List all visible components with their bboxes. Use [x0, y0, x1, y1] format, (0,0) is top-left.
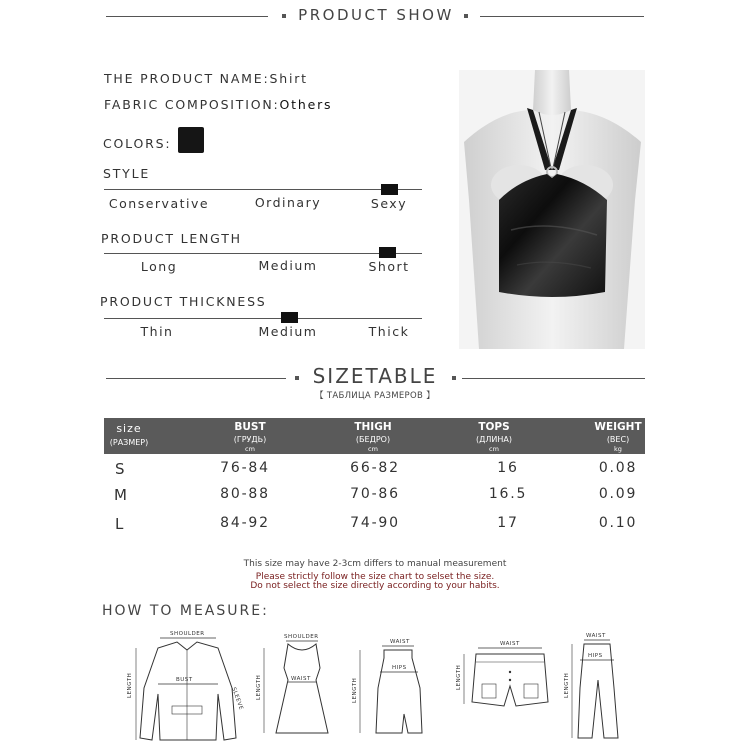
col-weight-unit: kg	[614, 445, 622, 453]
shorts-length-label: LENGTH	[456, 664, 462, 690]
page-title: PRODUCT SHOW	[298, 6, 454, 24]
mannequin-with-halter-top-illustration	[459, 70, 645, 349]
pants-waist-label: WAIST	[586, 633, 606, 639]
size-note: This size may have 2-3cm differs to manual measurement	[243, 559, 507, 569]
product-name-row	[104, 71, 308, 86]
col-tops-header: TOPS	[478, 421, 510, 433]
row-l-size: L	[115, 515, 124, 533]
measure-shorts-figure	[456, 628, 556, 750]
thickness-title: PRODUCT THICKNESS	[100, 294, 267, 309]
col-weight-sub: (ВЕС)	[606, 435, 630, 444]
measure-dress-figure	[258, 628, 338, 750]
header-dot-right	[464, 14, 468, 18]
length-title: PRODUCT LENGTH	[101, 231, 242, 246]
length-scale-line	[104, 253, 422, 254]
product-name-value: Shirt	[269, 71, 308, 86]
dress-length-label: LENGTH	[256, 674, 262, 700]
row-l-weight: 0.10	[598, 515, 638, 531]
row-s-size: S	[115, 460, 125, 478]
size-warning-2: Do not select the size directly according to your habits.	[250, 581, 500, 591]
row-m-thigh: 70-86	[350, 486, 400, 502]
how-to-measure-title: HOW TO MEASURE:	[102, 603, 269, 619]
shorts-waist-label: WAIST	[500, 641, 520, 647]
col-thigh-unit: cm	[368, 445, 378, 453]
length-option-short: Short	[368, 259, 410, 274]
skirt-length-label: LENGTH	[352, 677, 358, 703]
dress-shoulder-label: SHOULDER	[284, 634, 319, 640]
sizetable-dot-left	[295, 376, 299, 380]
jacket-outline-icon	[127, 628, 244, 746]
row-s-bust: 76-84	[220, 460, 270, 476]
thickness-option-thick: Thick	[368, 324, 410, 339]
row-m-tops: 16.5	[488, 486, 528, 502]
row-l-tops: 17	[497, 515, 519, 531]
thickness-option-thin: Thin	[140, 324, 174, 339]
thickness-option-medium: Medium	[258, 324, 318, 339]
col-weight-header: WEIGHT	[594, 421, 642, 433]
col-bust-header: BUST	[234, 421, 266, 433]
sleeve-label: SLEEVE	[230, 686, 244, 712]
sizetable-line-right	[462, 378, 645, 379]
row-l-bust: 84-92	[220, 515, 270, 531]
length-option-medium: Medium	[258, 258, 318, 273]
sizetable-line-left	[106, 378, 286, 379]
bust-label: BUST	[176, 677, 193, 683]
skirt-outline-icon	[350, 628, 430, 746]
dress-outline-icon	[258, 628, 338, 746]
style-title: STYLE	[103, 166, 151, 181]
pants-hips-label: HIPS	[588, 653, 603, 659]
col-tops-sub: (ДЛИНА)	[476, 435, 512, 444]
style-option-sexy: Sexy	[370, 196, 408, 211]
length-option-long: Long	[140, 259, 178, 274]
shorts-outline-icon	[456, 628, 556, 746]
colors-label: COLORS:	[103, 136, 172, 151]
row-s-tops: 16	[497, 460, 519, 476]
color-swatch-black[interactable]	[178, 127, 204, 153]
row-s-thigh: 66-82	[350, 460, 400, 476]
size-warning-1: Please strictly follow the size chart to selset the size.	[255, 572, 495, 582]
sizetable-subtitle: 【 ТАБЛИЦА РАЗМЕРОВ 】	[315, 391, 435, 401]
fabric-label: FABRIC COMPOSITION:	[104, 97, 280, 112]
pants-outline-icon	[566, 628, 636, 746]
header-line-left	[106, 16, 268, 17]
style-scale-line	[104, 189, 422, 190]
fabric-row	[104, 97, 332, 112]
col-thigh-sub: (БЕДРО)	[355, 435, 391, 444]
style-option-conservative: Conservative	[108, 196, 210, 211]
measure-skirt-figure	[350, 628, 430, 750]
header-dot-left	[282, 14, 286, 18]
col-thigh-header: THIGH	[354, 421, 392, 433]
shoulder-label: SHOULDER	[170, 631, 205, 637]
row-l-thigh: 74-90	[350, 515, 400, 531]
row-m-weight: 0.09	[598, 486, 638, 502]
product-photo[interactable]	[459, 70, 645, 349]
measure-pants-figure	[566, 628, 636, 750]
style-option-ordinary: Ordinary	[254, 195, 322, 210]
sizetable-dot-right	[452, 376, 456, 380]
length-marker	[379, 247, 396, 258]
thickness-scale-line	[104, 318, 422, 319]
row-s-weight: 0.08	[598, 460, 638, 476]
product-name-label: THE PRODUCT NAME:	[104, 71, 270, 86]
col-bust-sub: (ГРУДЬ)	[233, 435, 267, 444]
skirt-hips-label: HIPS	[392, 665, 407, 671]
col-size-header: size	[116, 422, 142, 435]
row-m-size: M	[114, 486, 127, 504]
dress-waist-label: WAIST	[291, 676, 311, 682]
col-tops-unit: cm	[489, 445, 499, 453]
col-bust-unit: cm	[245, 445, 255, 453]
sizetable-title: SIZETABLE	[312, 364, 438, 388]
style-marker	[381, 184, 398, 195]
measure-jacket-figure	[127, 628, 244, 750]
header-line-right	[480, 16, 644, 17]
fabric-value: Others	[279, 97, 333, 112]
size-table-header	[104, 418, 645, 454]
skirt-waist-label: WAIST	[390, 639, 410, 645]
thickness-marker	[281, 312, 298, 323]
row-m-bust: 80-88	[220, 486, 270, 502]
pants-length-label: LENGTH	[564, 672, 570, 698]
length-label: LENGTH	[127, 672, 133, 698]
col-size-sub: (РАЗМЕР)	[109, 438, 149, 447]
